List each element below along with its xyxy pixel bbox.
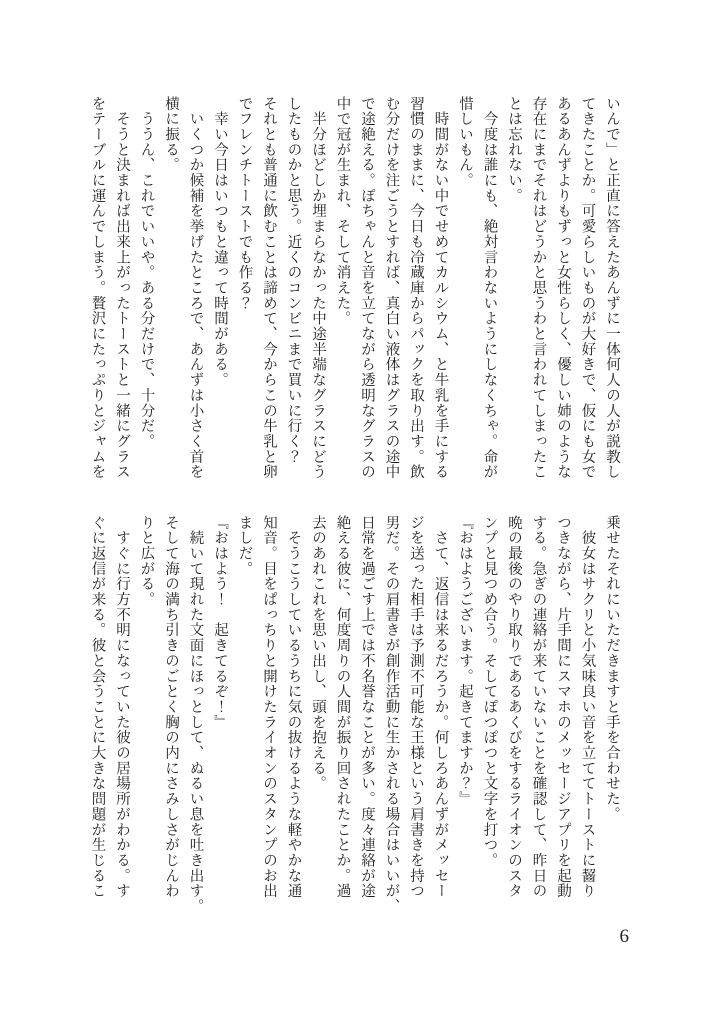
text-line: つきながら、片手間にスマホのメッセージアプリを起動 [555, 515, 571, 899]
text-line: 男だ。その肩書きが創作活動に生かされる場合はいいが、 [383, 515, 400, 915]
text-line: 習慣のままに、今日も冷蔵庫からパックを取り出す。飲 [408, 96, 424, 480]
text-line: 存在にまでそれはどうかと思うわと言われてしまったこ [530, 96, 547, 480]
text-line: 半分ほどしか埋まらなかった中途半端なグラスにどう [310, 96, 326, 480]
text-line: ましだ。 [236, 515, 253, 577]
text-line: とは忘れない。 [506, 96, 522, 204]
text-line: 日常を過ごす上では不名誉なことが多い。度々連絡が途 [359, 515, 375, 899]
text-line: 『おはようございます。起きてますか？』 [457, 515, 473, 807]
text-line: したものかと思う。近くのコンビニまで買いに行く？ [285, 96, 302, 465]
text-line: をテーブルに運んでしまう。贅沢にたっぷりとジャムを [89, 96, 106, 480]
text-line: そうこうしているうちに気の抜けるような軽やかな通 [285, 515, 302, 899]
text-line: 幸い今日はいつもと違って時間がある。 [212, 96, 228, 388]
text-line: 時間がない中でせめてカルシウム、と牛乳を手にする [432, 96, 449, 480]
page-number: 6 [619, 926, 629, 947]
text-line: それとも普通に飲むことは諦めて、今からこの牛乳と卵 [261, 96, 277, 480]
text-line: 絶える彼に、何度周りの人間が振り回されたことか。過 [334, 515, 351, 899]
text-line: ンプと見つめ合う。そしてぽつぽつと文字を打つ。 [481, 515, 498, 869]
text-line: 去のあれこれを思い出し、頭を抱える。 [310, 515, 326, 792]
text-line: 乗せたそれにいただきますと手を合わせた。 [604, 515, 620, 822]
text-line: 惜しいもん。 [457, 96, 473, 189]
text-line: いんで」と正直に答えたあんずに一体何人の人が説教し [604, 96, 620, 480]
text-line: 彼女はサクリと小気味良い音を立ててトーストに齧り [579, 515, 596, 899]
text-line: ぐに返信が来る。彼と会うことに大きな問題が生じるこ [89, 515, 106, 899]
text-line: む分だけを注ごうとすれば、真白い液体はグラスの途中 [383, 96, 400, 480]
text-line: ううん、これでいいや。ある分だけで、十分だ。 [138, 96, 155, 450]
text-line: でフレンチトーストでも作る？ [236, 96, 253, 311]
text-line: そして海の満ち引きのごとく胸の内にさみしさがじんわ [163, 515, 179, 899]
text-line: てきたことか。可愛らしいものが大好きで、仮にも女で [579, 96, 596, 480]
text-line: あるあんずよりもずっと女性らしく、優しい姉のような [555, 96, 571, 480]
text-line: 今度は誰にも、絶対言わないようにしなくちゃ。命が [481, 96, 498, 480]
text-line: する。急ぎの連絡が来ていないことを確認して、昨日の [530, 515, 547, 899]
text-line: さて、返信は来るだろうか。何しろあんずがメッセー [432, 515, 449, 899]
text-line: 中で冠が生まれ、そして消えた。 [334, 96, 351, 327]
text-block-top [85, 96, 624, 480]
text-line: りと広がる。 [138, 515, 155, 608]
text-block-bottom [85, 515, 624, 914]
text-line: いくつか候補を挙げたところで、あんずは小さく首を [187, 96, 204, 480]
text-line: 知音。目をぱっちりと開けたライオンのスタンプのお出 [261, 515, 277, 899]
text-line: 『おはよう！ 起きてるぞ！』 [212, 515, 228, 730]
text-line: で途絶える。ぽちゃんと音を立てながら透明なグラスの [359, 96, 375, 480]
text-line: そうと決まれば出来上がったトーストと一緒にグラス [114, 96, 130, 480]
text-line: 続いて現れた文面にほっとして、ぬるい息を吐き出す。 [187, 515, 204, 915]
text-line: 晩の最後のやり取りであるあくびをするライオンのスタ [506, 515, 522, 899]
text-line: 横に振る。 [163, 96, 179, 173]
text-line: ジを送った相手は予測不可能な王様という肩書きを持つ [408, 515, 424, 899]
text-line: すぐに行方不明になっていた彼の居場所がわかる。す [114, 515, 130, 899]
